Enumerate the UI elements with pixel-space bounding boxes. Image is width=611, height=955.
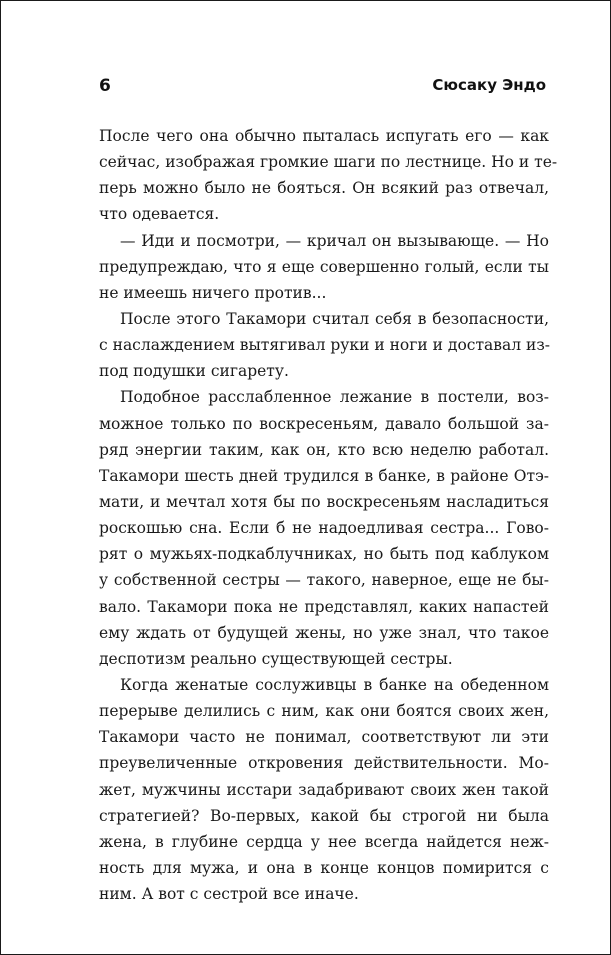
text-line: ним. А вот с сестрой все иначе. (99, 885, 359, 904)
text-line: предупреждаю, что я еще совершенно голый, если ты (99, 257, 549, 276)
text-line: Такамори шесть дней трудился в банке, в районе Отэ- (99, 466, 549, 485)
text-line: — Иди и посмотри, — кричал он вызывающе. — Но (120, 231, 549, 250)
paragraph (99, 384, 549, 672)
page-number: 6 (99, 76, 111, 96)
text-line: ему ждать от будущей жены, но уже знал, что такое (99, 623, 549, 642)
paragraph (99, 306, 549, 384)
text-line: ряд энергии таким, как он, кто всю неделю работал. (99, 440, 549, 459)
body-text (99, 123, 558, 907)
text-line: под подушки сигарету. (99, 362, 289, 381)
text-line: Когда женатые сослуживцы в банке на обеденном (120, 675, 549, 694)
paragraph (99, 228, 549, 306)
text-line: Такамори часто не понимал, соответствуют ли эти (99, 728, 549, 747)
text-line: деспотизм реально существующей сестры. (99, 649, 453, 668)
text-line: у собственной сестры — такого, наверное, еще не бы- (99, 571, 549, 590)
text-line: ность для мужа, и она в конце концов помирится с (99, 858, 549, 877)
text-line: можное только по воскресеньям, давало большой за- (99, 414, 549, 433)
text-line: Подобное расслабленное лежание в постели, воз- (120, 388, 549, 407)
text-line: жена, в глубине сердца у нее всегда найдется неж- (99, 832, 549, 851)
text-line: жет, мужчины исстари задабривают своих жен такой (99, 780, 549, 799)
text-line: роскошью сна. Если б не надоедливая сестра... Гово- (99, 519, 549, 538)
text-line: с наслаждением вытягивал руки и ноги и доставал из- (99, 336, 551, 355)
text-line: После этого Такамори считал себя в безопасности, (120, 309, 549, 328)
text-line: перерыве делились с ним, как они боятся своих жен, (99, 702, 549, 721)
text-line: не имеешь ничего против... (99, 283, 327, 302)
paragraph (99, 672, 549, 907)
running-head-author: Сюсаку Эндо (432, 76, 546, 94)
text-line: сейчас, изображая громкие шаги по лестнице. Но и те- (99, 153, 558, 172)
text-line: перь можно было не бояться. Он всякий раз отвечал, (99, 179, 549, 198)
text-line: что одевается. (99, 205, 220, 224)
text-line: мати, и мечтал хотя бы по воскресеньям насладиться (99, 492, 549, 511)
paragraph (99, 123, 558, 228)
text-line: стратегией? Во-первых, какой бы строгой ни была (99, 806, 549, 825)
text-line: вало. Такамори пока не представлял, каких напастей (99, 597, 549, 616)
text-line: рят о мужьях-подкаблучниках, но быть под каблуком (99, 545, 549, 564)
text-line: После чего она обычно пыталась испугать его — как (99, 127, 549, 145)
text-line: преувеличенные откровения действительности. Мо- (99, 754, 549, 773)
